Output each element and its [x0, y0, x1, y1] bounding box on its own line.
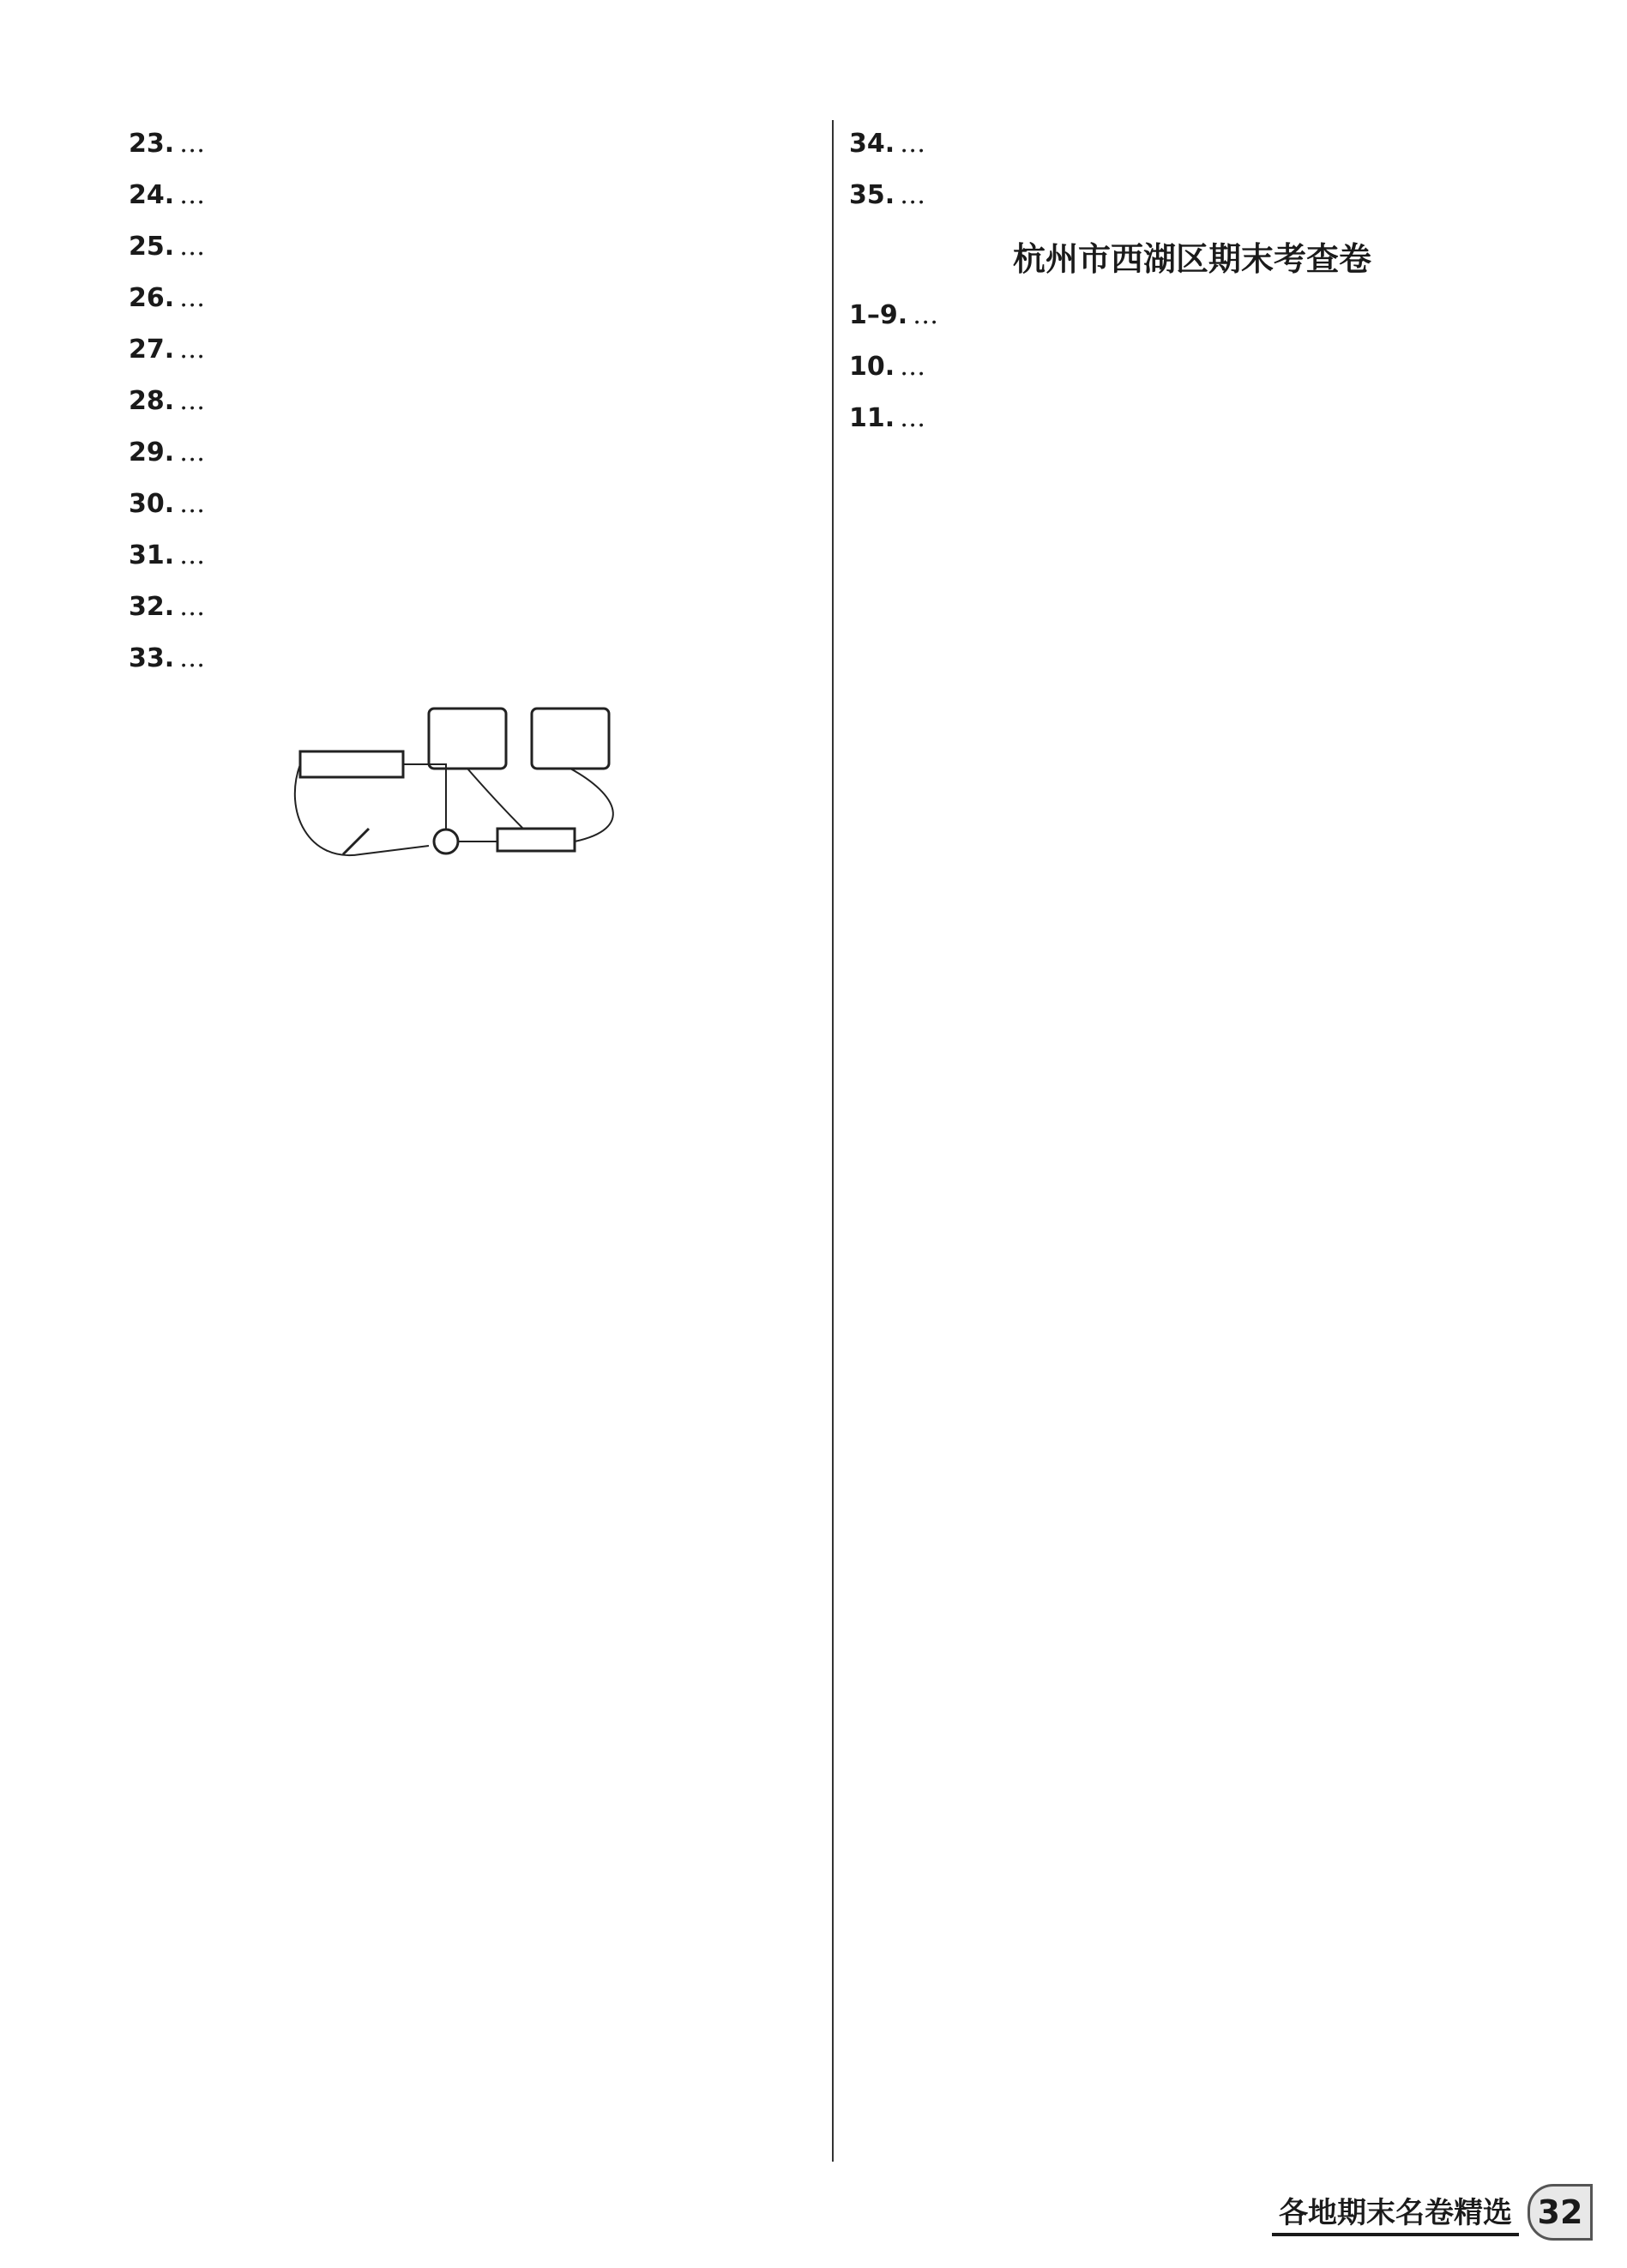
question-number: 29.: [129, 437, 175, 467]
answer-text: …: [900, 352, 926, 382]
question-number: 23.: [129, 129, 175, 159]
left-column: [129, 120, 815, 2162]
page-number: 32: [1528, 2184, 1593, 2241]
page-footer: [1272, 2182, 1593, 2242]
question-number: 35.: [849, 180, 895, 210]
answer-item: [849, 120, 1535, 168]
answer-text: …: [179, 437, 206, 467]
circuit-figure: [274, 691, 669, 889]
answer-text: …: [913, 300, 939, 330]
answer-item: [129, 223, 815, 271]
answer-item: [849, 343, 1535, 391]
circuit-diagram-icon: [274, 691, 669, 889]
section-heading: 杭州市西湖区期末考查卷: [1012, 240, 1371, 278]
question-number: 27.: [129, 335, 175, 365]
answer-text: …: [179, 283, 206, 313]
answer-item: [129, 377, 815, 425]
question-number: 26.: [129, 283, 175, 313]
question-number: 28.: [129, 386, 175, 416]
left-items: [129, 120, 815, 683]
answer-item: [129, 429, 815, 477]
question-number: 32.: [129, 592, 175, 622]
right-column: [849, 120, 1535, 2162]
section-items: [849, 292, 1535, 443]
answer-item: [129, 274, 815, 323]
question-number: 11.: [849, 403, 895, 433]
answer-text: …: [900, 403, 926, 433]
answer-text: …: [179, 540, 206, 570]
answer-item: [129, 120, 815, 168]
answer-text: …: [900, 129, 926, 159]
answer-item: [129, 480, 815, 528]
question-number: 34.: [849, 129, 895, 159]
answer-item: [849, 395, 1535, 443]
answer-item: [129, 532, 815, 580]
answer-text: …: [179, 129, 206, 159]
question-number: 30.: [129, 489, 175, 519]
answer-text: …: [179, 592, 206, 622]
answer-text: …: [179, 335, 206, 365]
question-number: 24.: [129, 180, 175, 210]
answer-page: [129, 120, 1535, 2162]
answer-item: [129, 172, 815, 220]
answer-item: [129, 583, 815, 631]
answer-text: …: [179, 489, 206, 519]
answer-text: …: [179, 386, 206, 416]
answer-item: [849, 292, 1535, 340]
answer-item: [129, 326, 815, 374]
answer-text: …: [900, 180, 926, 210]
answer-item: [129, 635, 815, 683]
answer-text: …: [179, 232, 206, 262]
answer-text: …: [179, 643, 206, 673]
footer-brand: 各地期末名卷精选: [1272, 2189, 1519, 2236]
question-number: 10.: [849, 352, 895, 382]
right-items: [849, 120, 1535, 220]
question-number: 31.: [129, 540, 175, 570]
question-number: 33.: [129, 643, 175, 673]
question-number: 1–9.: [849, 300, 908, 330]
column-divider: [832, 120, 834, 2162]
answer-text: …: [179, 180, 206, 210]
answer-item: [849, 172, 1535, 220]
question-number: 25.: [129, 232, 175, 262]
